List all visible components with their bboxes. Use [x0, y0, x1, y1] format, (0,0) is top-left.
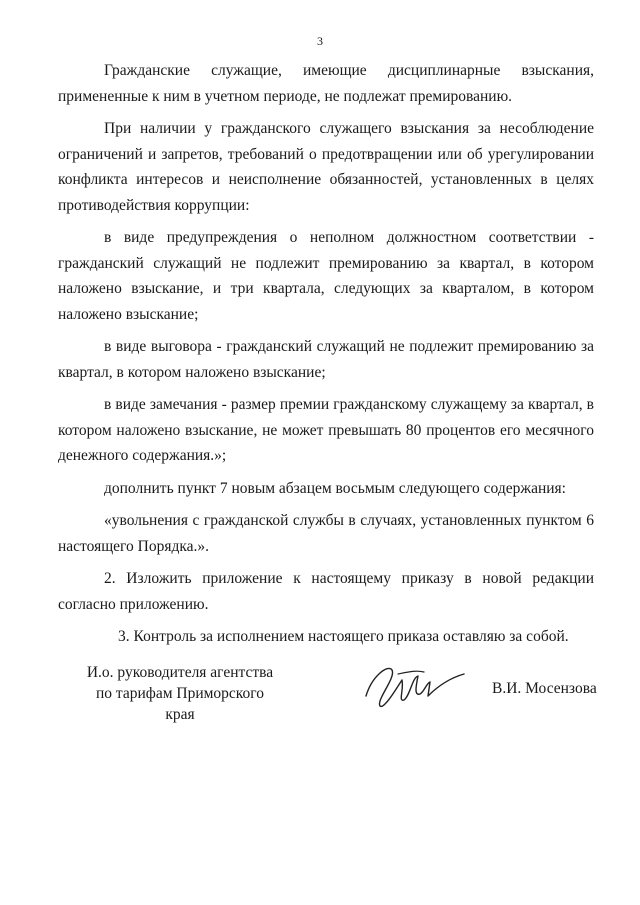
- handwritten-signature-icon: [358, 656, 468, 714]
- paragraph-1: Гражданские служащие, имеющие дисциплинарные взыскания, примененные к ним в учетном периоде, не подлежат премированию.: [58, 62, 594, 105]
- paragraph-7: «увольнения с гражданской службы в случаях, установленных пунктом 6 настоящего Порядка.».: [58, 512, 594, 555]
- paragraph-3: в виде предупреждения о неполном должностном соответствии - гражданский служащий не подлежит премированию за квартал, в котором наложено взыскание, и три квартала, следующих за кварталом, в котором наложено взыскание;: [58, 229, 594, 323]
- signature-block: [0, 662, 640, 722]
- paragraph-9: 3. Контроль за исполнением настоящего приказа оставляю за собой.: [118, 628, 569, 645]
- signatory-position: [80, 662, 280, 725]
- paragraph-6: дополнить пункт 7 новым абзацем восьмым следующего содержания:: [104, 479, 566, 497]
- paragraph-2: При наличии у гражданского служащего взыскания за несоблюдение ограничений и запретов, требований о предотвращении или об урегулировании конфликта интересов и неисполнение обязанностей, установленных в целях противодействия коррупции:: [58, 120, 594, 214]
- page-number: 3: [317, 34, 323, 48]
- document-body: [58, 58, 594, 657]
- signatory-position-line-1: И.о. руководителя агентства: [86, 664, 274, 681]
- paragraph-8: 2. Изложить приложение к настоящему приказу в новой редакции согласно приложению.: [58, 570, 594, 613]
- signatory-name: В.И. Мосензова: [492, 680, 597, 697]
- paragraph-4: в виде выговора - гражданский служащий не подлежит премированию за квартал, в котором наложено взыскание;: [58, 338, 594, 381]
- signatory-position-line-2: по тарифам Приморского края: [95, 685, 265, 723]
- paragraph-5: в виде замечания - размер премии гражданскому служащему за квартал, в котором наложено взыскание, не может превышать 80 процентов его месячного денежного содержания.»;: [58, 396, 594, 464]
